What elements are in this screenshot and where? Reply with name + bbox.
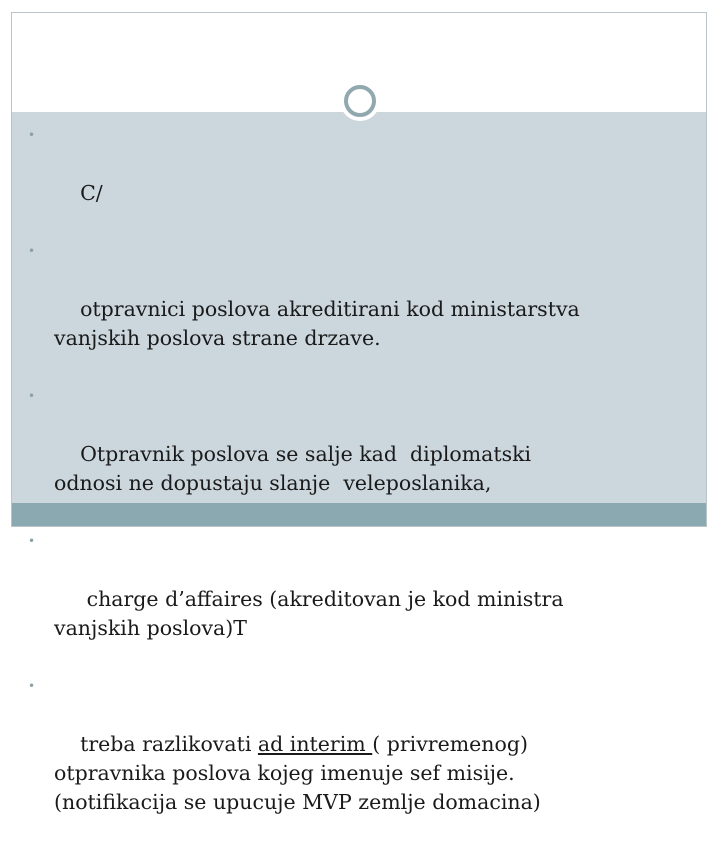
bullet-item <box>16 121 696 237</box>
bullet-dot-icon: • <box>28 244 36 258</box>
bullet-text: otpravnici poslova akreditirani kod ministarstva vanjskih poslova strane drzave. <box>54 297 580 350</box>
bullet-item <box>16 527 696 672</box>
bullet-text-after: ( privremenog) otpravnika poslova kojeg imenuje sef misije. (notifikacija se upucuje MVP zemlje domacina) <box>54 732 541 814</box>
bullet-item <box>16 382 696 527</box>
bullet-dot-icon: • <box>28 128 36 142</box>
bullet-text: Otpravnik poslova se salje kad diplomatski odnosi ne dopustaju slanje veleposlanika, <box>54 442 532 495</box>
bullet-item <box>16 237 696 382</box>
bullet-list <box>16 121 696 846</box>
bullet-dot-icon: • <box>28 679 36 693</box>
circle-ornament-icon <box>340 81 380 121</box>
bullet-dot-icon: • <box>28 389 36 403</box>
bullet-item <box>16 672 696 846</box>
bullet-dot-icon: • <box>28 534 36 548</box>
bullet-text: charge d’affaires (akreditovan je kod ministra vanjskih poslova)T <box>54 587 564 640</box>
bullet-text-before: treba razlikovati <box>80 732 258 756</box>
underlined-term: ad interim <box>257 732 373 756</box>
bullet-text: C/ <box>80 181 103 205</box>
